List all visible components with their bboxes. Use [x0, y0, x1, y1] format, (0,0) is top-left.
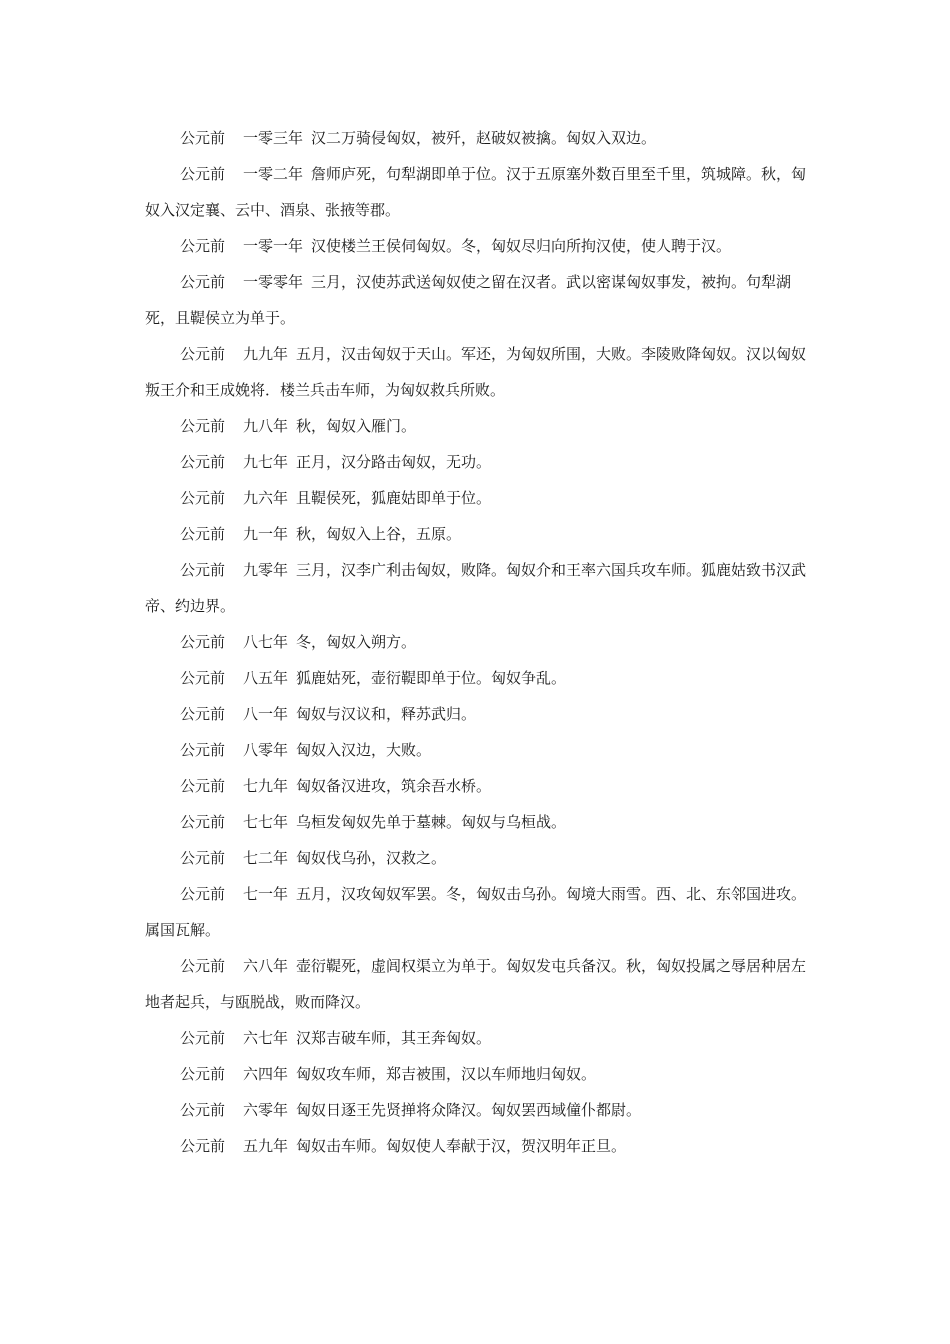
entry-era: 公元前	[180, 165, 226, 183]
entry-year: 六七年	[243, 1029, 289, 1047]
entry-year: 九六年	[243, 489, 289, 507]
entry-year: 八七年	[243, 633, 289, 651]
chronology-entry	[145, 1056, 810, 1092]
entry-text: 三月，汉使苏武送匈奴使之留在汉者。武以密谋匈奴事发，被拘。句犁湖死，且鞮侯立为单于。	[145, 273, 792, 327]
entry-era: 公元前	[180, 777, 226, 795]
entry-text: 匈奴攻车师，郑吉被围，汉以车师地归匈奴。	[296, 1065, 597, 1083]
entry-text: 匈奴击车师。匈奴使人奉献于汉，贺汉明年正旦。	[296, 1137, 627, 1155]
entry-year: 九七年	[243, 453, 289, 471]
entry-text: 且鞮侯死，狐鹿姑即单于位。	[296, 489, 492, 507]
chronology-entry	[145, 516, 810, 552]
entry-era: 公元前	[180, 345, 226, 363]
entry-text: 汉郑吉破车师，其王奔匈奴。	[296, 1029, 492, 1047]
entry-era: 公元前	[180, 669, 226, 687]
entry-era: 公元前	[180, 957, 226, 975]
entry-year: 八一年	[243, 705, 289, 723]
entry-year: 八零年	[243, 741, 289, 759]
chronology-entry	[145, 732, 810, 768]
chronology-entry	[145, 480, 810, 516]
entry-year: 七一年	[243, 885, 289, 903]
entry-year: 六零年	[243, 1101, 289, 1119]
chronology-entry	[145, 1128, 810, 1164]
entry-text: 壶衍鞮死，虚闾权渠立为单于。匈奴发屯兵备汉。秋，匈奴投属之辱居种居左地者起兵，与瓯脱战，败而降汉。	[145, 957, 807, 1011]
entry-year: 七九年	[243, 777, 289, 795]
entry-text: 汉二万骑侵匈奴，被歼，赵破奴被擒。匈奴入双边。	[311, 129, 657, 147]
entry-era: 公元前	[180, 741, 226, 759]
entry-year: 七二年	[243, 849, 289, 867]
entry-era: 公元前	[180, 1065, 226, 1083]
entry-era: 公元前	[180, 633, 226, 651]
entry-era: 公元前	[180, 885, 226, 903]
chronology-entry	[145, 408, 810, 444]
entry-era: 公元前	[180, 813, 226, 831]
entry-text: 詹师庐死，句犁湖即单于位。汉于五原塞外数百里至千里，筑城障。秋，匈奴入汉定襄、云中、酒泉、张掖等郡。	[145, 165, 807, 219]
entry-year: 一零三年	[243, 129, 304, 147]
entry-era: 公元前	[180, 561, 226, 579]
chronology-entry	[145, 804, 810, 840]
chronology-entry	[145, 840, 810, 876]
entry-era: 公元前	[180, 453, 226, 471]
entry-era: 公元前	[180, 1101, 226, 1119]
entry-year: 九八年	[243, 417, 289, 435]
entry-era: 公元前	[180, 1029, 226, 1047]
entry-text: 秋，匈奴入雁门。	[296, 417, 417, 435]
chronology-entry	[145, 624, 810, 660]
entry-text: 冬，匈奴入朔方。	[296, 633, 417, 651]
entry-year: 五九年	[243, 1137, 289, 1155]
entry-era: 公元前	[180, 849, 226, 867]
chronology-entry	[145, 1020, 810, 1056]
chronology-entry	[145, 660, 810, 696]
chronology-entry	[145, 264, 810, 336]
entry-text: 狐鹿姑死，壶衍鞮即单于位。匈奴争乱。	[296, 669, 567, 687]
entry-text: 三月，汉李广利击匈奴，败降。匈奴介和王率六国兵攻车师。狐鹿姑致书汉武帝、约边界。	[145, 561, 807, 615]
entry-text: 汉使楼兰王侯伺匈奴。冬，匈奴尽归向所拘汉使，使人聘于汉。	[311, 237, 732, 255]
entry-text: 五月，汉击匈奴于天山。军还，为匈奴所围，大败。李陵败降匈奴。汉以匈奴叛王介和王成娩将．楼兰兵击车师，为匈奴救兵所败。	[145, 345, 807, 399]
entry-year: 一零二年	[243, 165, 304, 183]
entry-era: 公元前	[180, 129, 226, 147]
entry-text: 匈奴日逐王先贤掸将众降汉。匈奴罢西域僮仆都尉。	[296, 1101, 642, 1119]
chronology-entry	[145, 228, 810, 264]
entry-text: 匈奴伐乌孙，汉救之。	[296, 849, 447, 867]
entry-year: 八五年	[243, 669, 289, 687]
entry-text: 乌桓发匈奴先单于墓棘。匈奴与乌桓战。	[296, 813, 567, 831]
chronology-entry	[145, 1092, 810, 1128]
entry-text: 匈奴备汉进攻，筑余吾水桥。	[296, 777, 492, 795]
entry-year: 九零年	[243, 561, 289, 579]
chronology-entry	[145, 696, 810, 732]
entry-era: 公元前	[180, 237, 226, 255]
entry-era: 公元前	[180, 417, 226, 435]
entry-year: 九一年	[243, 525, 289, 543]
chronology-list	[145, 120, 810, 1164]
chronology-entry	[145, 876, 810, 948]
chronology-entry	[145, 336, 810, 408]
entry-year: 一零一年	[243, 237, 304, 255]
entry-text: 匈奴入汉边，大败。	[296, 741, 432, 759]
entry-era: 公元前	[180, 489, 226, 507]
chronology-entry	[145, 768, 810, 804]
entry-year: 六四年	[243, 1065, 289, 1083]
entry-text: 匈奴与汉议和，释苏武归。	[296, 705, 477, 723]
chronology-entry	[145, 948, 810, 1020]
entry-year: 九九年	[243, 345, 289, 363]
chronology-entry	[145, 552, 810, 624]
entry-era: 公元前	[180, 705, 226, 723]
entry-era: 公元前	[180, 1137, 226, 1155]
entry-text: 五月，汉攻匈奴军罢。冬，匈奴击乌孙。匈境大雨雪。西、北、东邻国进攻。属国瓦解。	[145, 885, 807, 939]
entry-era: 公元前	[180, 525, 226, 543]
chronology-entry	[145, 120, 810, 156]
chronology-entry	[145, 156, 810, 228]
chronology-entry	[145, 444, 810, 480]
entry-text: 秋，匈奴入上谷，五原。	[296, 525, 462, 543]
entry-year: 七七年	[243, 813, 289, 831]
entry-year: 六八年	[243, 957, 289, 975]
entry-year: 一零零年	[243, 273, 304, 291]
entry-era: 公元前	[180, 273, 226, 291]
entry-text: 正月，汉分路击匈奴，无功。	[296, 453, 492, 471]
